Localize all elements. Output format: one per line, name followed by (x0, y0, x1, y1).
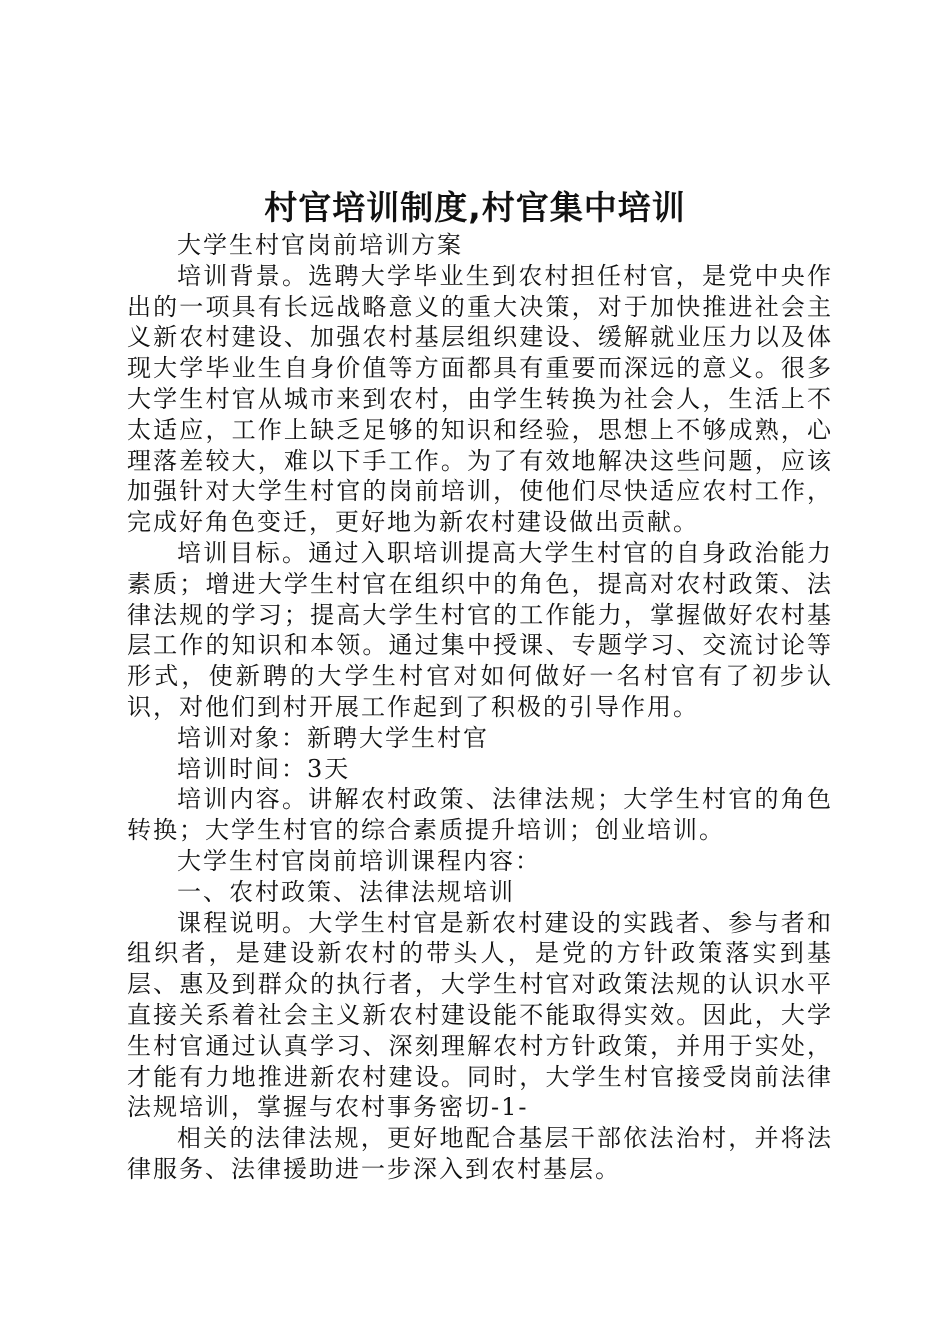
paragraph-course-description-continued: 相关的法律法规，更好地配合基层干部依法治村，并将法律服务、法律援助进一步深入到农村基层。 (127, 1124, 833, 1183)
paragraph-training-target: 培训对象：新聘大学生村官 (177, 723, 489, 752)
paragraph-course-description: 课程说明。大学生村官是新农村建设的实践者、参与者和组织者，是建设新农村的带头人，是党的方针政策落实到基层、惠及到群众的执行者，大学生村官对政策法规的认识水平直接关系着社会主义新农村建设能不能取得实效。因此，大学生村官通过认真学习、深刻理解农村方针政策，并用于实处，才能有力地推进新农村建设。同时，大学生村官接受岗前法律法规培训，掌握与农村事务密切-1- (127, 908, 833, 1122)
document-body (127, 230, 833, 1185)
paragraph-training-content: 培训内容。讲解农村政策、法律法规；大学生村官的角色转换；大学生村官的综合素质提升培训；创业培训。 (127, 785, 833, 845)
document-title: 村官培训制度,村官集中培训 (264, 188, 686, 227)
paragraph-section-one-heading: 一、农村政策、法律法规培训 (177, 877, 515, 906)
paragraph-training-time: 培训时间：3天 (177, 754, 351, 783)
paragraph-training-goal: 培训目标。通过入职培训提高大学生村官的自身政治能力素质；增进大学生村官在组织中的角色，提高对农村政策、法律法规的学习；提高大学生村官的工作能力，掌握做好农村基层工作的知识和本领。通过集中授课、专题学习、交流讨论等形式，使新聘的大学生村官对如何做好一名村官有了初步认识，对他们到村开展工作起到了积极的引导作用。 (127, 538, 833, 721)
paragraph-course-heading: 大学生村官岗前培训课程内容： (177, 846, 541, 875)
paragraph-training-background: 培训背景。选聘大学毕业生到农村担任村官，是党中央作出的一项具有长远战略意义的重大决策，对于加快推进社会主义新农村建设、加强农村基层组织建设、缓解就业压力以及体现大学毕业生自身价值等方面都具有重要而深远的意义。很多大学生村官从城市来到农村，由学生转换为社会人，生活上不太适应，工作上缺乏足够的知识和经验，思想上不够成熟，心理落差较大，难以下手工作。为了有效地解决这些问题，应该加强针对大学生村官的岗前培训，使他们尽快适应农村工作，完成好角色变迁，更好地为新农村建设做出贡献。 (127, 261, 833, 537)
paragraph-plan-heading: 大学生村官岗前培训方案 (177, 231, 463, 259)
